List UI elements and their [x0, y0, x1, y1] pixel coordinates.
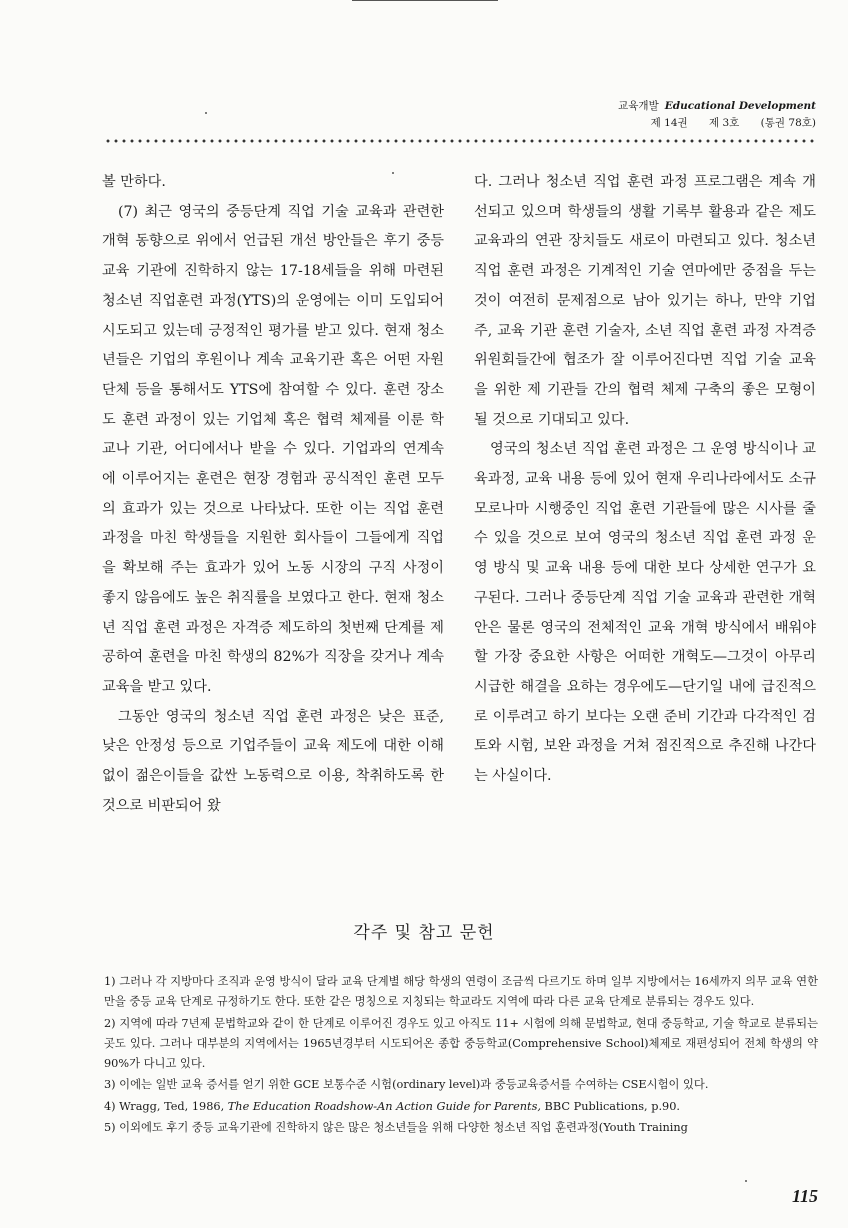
- reference-text: 3) 이에는 일반 교육 증서를 얻기 위한 GCE 보통수준 시험(ordinary level)과 중등교육증서를 수여하는 CSE시험이 있다.: [104, 1078, 709, 1092]
- reference-item: [104, 1014, 818, 1075]
- scan-speck: [745, 1180, 747, 1182]
- issue-line: [618, 115, 816, 132]
- issue: 제 3호: [709, 117, 740, 129]
- dotted-divider: [104, 137, 816, 145]
- paragraph: 볼 만하다.: [102, 174, 166, 190]
- page-number: 115: [791, 1186, 818, 1206]
- reference-item: [104, 972, 818, 1013]
- scan-speck: [205, 112, 207, 114]
- reference-text: 2) 지역에 따라 7년제 문법학교와 같이 한 단계로 이루어진 경우도 있고 아직도 11+ 시험에 의해 문법학교, 현대 중등학교, 기술 학교로 분류되는 곳도 있다. 그러나 대부분의 지역에서는 1965년경부터 시도되어온 종합 중등학교(Comprehensive School)체제로 재편성되어 전체 학생의 약 90%가 다니고 있다.: [104, 1016, 818, 1071]
- references-title: 각주 및 참고 문헌: [353, 923, 495, 943]
- running-header: [618, 98, 816, 132]
- journal-title-en: Educational Development: [664, 100, 816, 112]
- reference-item: [104, 1118, 818, 1138]
- total-issue: (통권 78호): [760, 117, 816, 129]
- scan-speck: [392, 172, 394, 174]
- paragraph: 그동안 영국의 청소년 직업 훈련 과정은 낮은 표준, 낮은 안정성 등으로 기업주들이 교육 제도에 대한 이해없이 젊은이들을 값싼 노동력으로 이용, 착취하도록 한 것으로 비판되어 왔: [102, 708, 444, 814]
- reference-text: 5) 이외에도 후기 중등 교육기관에 진학하지 않은 많은 청소년들을 위해 다양한 청소년 직업 훈련과정(Youth Training: [104, 1121, 688, 1135]
- reference-item: [104, 1097, 818, 1117]
- reference-item: [104, 1075, 818, 1095]
- reference-text: 4) Wragg, Ted, 1986,: [104, 1099, 228, 1113]
- paragraph: 다. 그러나 청소년 직업 훈련 과정 프로그램은 계속 개선되고 있으며 학생들의 생활 기록부 활용과 같은 제도 교육과의 연관 장치들도 새로이 마련되고 있다. 청소년 직업 훈련 과정은 기계적인 기술 연마에만 중점을 두는 것이 여전히 문제점으로 남아 있기는 하나, 만약 기업주, 교육 기관 훈련 기술자, 소년 직업 훈련 과정 자격증 위원회들간에 협조가 잘 이루어진다면 직업 기술 교육을 위한 제 기관들 간의 협력 체제 구축의 좋은 모형이 될 것으로 기대되고 있다.: [474, 174, 816, 428]
- reference-book-title: The Education Roadshow-An Action Guide for Parents,: [227, 1099, 541, 1113]
- volume: 제 14권: [650, 117, 688, 129]
- right-column: [474, 168, 816, 792]
- top-rule: [352, 0, 498, 1]
- paragraph: 영국의 청소년 직업 훈련 과정은 그 운영 방식이나 교육과정, 교육 내용 등에 있어 현재 우리나라에서도 소규모로나마 시행중인 직업 훈련 기관들에 많은 시사를 줄 수 있을 것으로 보여 영국의 청소년 직업 훈련 과정 운영 방식 및 교육 내용 등에 대한 보다 상세한 연구가 요구된다. 그러나 중등단계 직업 기술 교육과 관련한 개혁안은 물론 영국의 전체적인 교육 개혁 방식에서 배워야 할 가장 중요한 사항은 어떠한 개혁도—그것이 아무리 시급한 해결을 요하는 경우에도—단기일 내에 급진적으로 이루려고 하기 보다는 오랜 준비 기간과 다각적인 검토와 시험, 보완 과정을 거쳐 점진적으로 추진해 나간다는 사실이다.: [474, 441, 816, 785]
- journal-title-line: [618, 98, 816, 115]
- references-list: [104, 972, 818, 1139]
- reference-text: 1) 그러나 각 지방마다 조직과 운영 방식이 달라 교육 단계별 해당 학생의 연령이 조금씩 다르기도 하며 일부 지방에서는 16세까지 의무 교육 연한만을 중등 교육 단계로 규정하기도 한다. 또한 같은 명칭으로 지칭되는 학교라도 지역에 따라 다른 교육 단계로 분류되는 경우도 있다.: [104, 975, 818, 1009]
- journal-title-ko: 교육개발: [618, 100, 659, 112]
- left-column: [102, 168, 444, 821]
- paragraph: (7) 최근 영국의 중등단계 직업 기술 교육과 관련한 개혁 동향으로 위에서 언급된 개선 방안들은 후기 중등 교육 기관에 진학하지 않는 17-18세들을 위해 마련된 청소년 직업훈련 과정(YTS)의 운영에는 이미 도입되어 시도되고 있는데 긍정적인 평가를 받고 있다. 현재 청소년들은 기업의 후원이나 계속 교육기관 혹은 어떤 자원 단체 등을 통해서도 YTS에 참여할 수 있다. 훈련 장소도 훈련 과정이 있는 기업체 혹은 협력 체제를 이룬 학교나 기관, 어디에서나 받을 수 있다. 기업과의 연계속에 이루어지는 훈련은 현장 경험과 공식적인 훈련 모두의 효과가 있는 것으로 나타났다. 또한 이는 직업 훈련과정을 마친 학생들을 지원한 회사들이 그들에게 직업을 확보해 주는 효과가 있어 노동 시장의 구직 사정이 좋지 않음에도 높은 취직률을 보였다고 한다. 현재 청소년 직업 훈련 과정은 자격증 제도하의 첫번째 단계를 제공하여 훈련을 마친 학생의 82%가 직장을 갖거나 계속 교육을 받고 있다.: [102, 203, 444, 695]
- reference-text: BBC Publications, p.90.: [540, 1099, 681, 1113]
